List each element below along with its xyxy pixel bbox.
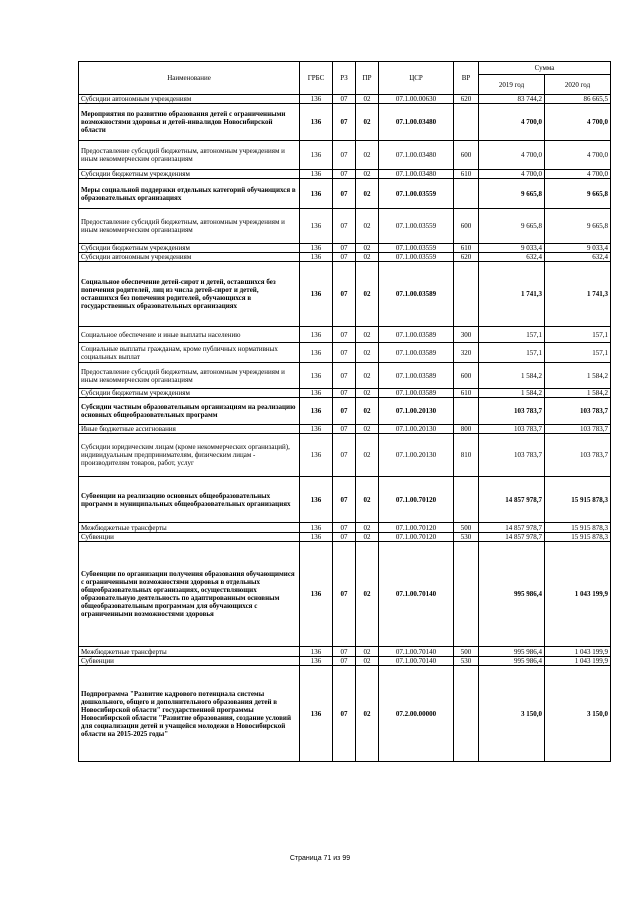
row-rz: 07 [333, 179, 356, 209]
row-name: Субсидии автономным учреждениям [79, 95, 300, 104]
row-name: Субвенции на реализацию основных общеобразовательных программ в муниципальных общеобразовательных организациях [79, 477, 300, 523]
row-rz: 07 [333, 363, 356, 389]
table-row [79, 425, 611, 434]
row-csr: 07.1.00.70120 [379, 523, 454, 533]
row-pr: 02 [356, 262, 379, 327]
row-sum-2020: 4 700,0 [545, 141, 611, 170]
row-pr: 02 [356, 477, 379, 523]
row-rz: 07 [333, 141, 356, 170]
row-sum-2019: 632,4 [479, 253, 545, 262]
row-rz: 07 [333, 434, 356, 477]
row-pr: 02 [356, 209, 379, 244]
row-pr: 02 [356, 434, 379, 477]
row-pr: 02 [356, 141, 379, 170]
row-grbs: 136 [300, 141, 333, 170]
row-sum-2019: 1 584,2 [479, 363, 545, 389]
row-sum-2019: 995 986,4 [479, 657, 545, 666]
row-sum-2019: 3 150,0 [479, 666, 545, 762]
row-sum-2019: 4 700,0 [479, 141, 545, 170]
row-pr: 02 [356, 327, 379, 343]
row-vr: 600 [454, 363, 479, 389]
row-sum-2019: 9 665,8 [479, 209, 545, 244]
row-csr: 07.1.00.03559 [379, 253, 454, 262]
table-row [79, 343, 611, 363]
row-name: Межбюджетные трансферты [79, 647, 300, 657]
row-rz: 07 [333, 647, 356, 657]
row-pr: 02 [356, 647, 379, 657]
row-sum-2019: 103 783,7 [479, 434, 545, 477]
row-rz: 07 [333, 170, 356, 179]
page-number: Страница 71 из 99 [289, 855, 351, 862]
budget-table [78, 61, 611, 762]
row-sum-2019: 1 584,2 [479, 389, 545, 398]
table-row [79, 666, 611, 762]
row-vr: 500 [454, 523, 479, 533]
row-rz: 07 [333, 425, 356, 434]
table-row [79, 533, 611, 542]
table-row [79, 209, 611, 244]
row-pr: 02 [356, 398, 379, 425]
row-rz: 07 [333, 327, 356, 343]
row-rz: 07 [333, 262, 356, 327]
row-vr [454, 104, 479, 141]
table-header [79, 62, 611, 95]
row-name: Социальное обеспечение и иные выплаты населению [79, 327, 300, 343]
row-sum-2020: 9 033,4 [545, 244, 611, 253]
row-csr: 07.1.00.03480 [379, 104, 454, 141]
table-row [79, 389, 611, 398]
row-pr: 02 [356, 666, 379, 762]
row-csr: 07.1.00.03589 [379, 363, 454, 389]
row-csr: 07.1.00.03559 [379, 244, 454, 253]
row-sum-2019: 9 033,4 [479, 244, 545, 253]
row-rz: 07 [333, 389, 356, 398]
row-sum-2020: 1 043 199,9 [545, 542, 611, 647]
row-rz: 07 [333, 244, 356, 253]
row-pr: 02 [356, 657, 379, 666]
row-name: Иные бюджетные ассигнования [79, 425, 300, 434]
row-name: Социальные выплаты гражданам, кроме публичных нормативных социальных выплат [79, 343, 300, 363]
row-sum-2020: 15 915 878,3 [545, 533, 611, 542]
row-sum-2019: 14 857 978,7 [479, 477, 545, 523]
row-name: Субсидии юридическим лицам (кроме некоммерческих организаций), индивидуальным предпринимателям, физическим лицам - производителям товаров, работ, услуг [79, 434, 300, 477]
row-vr: 610 [454, 389, 479, 398]
row-name: Субвенции по организации получения образования обучающимися с ограниченными возможностями здоровья в отдельных общеобразовательных организациях, осуществляющих образовательную деятельность по адаптированным основным общеобразовательным программам для обучающихся с ограниченными возможностями здоровья [79, 542, 300, 647]
row-name: Предоставление субсидий бюджетным, автономным учреждениям и иным некоммерческим организациям [79, 363, 300, 389]
header-pr: ПР [356, 62, 379, 95]
table-row [79, 434, 611, 477]
row-rz: 07 [333, 533, 356, 542]
row-sum-2020: 157,1 [545, 327, 611, 343]
row-csr: 07.1.00.70140 [379, 542, 454, 647]
row-rz: 07 [333, 343, 356, 363]
row-pr: 02 [356, 425, 379, 434]
row-pr: 02 [356, 170, 379, 179]
row-sum-2020: 157,1 [545, 343, 611, 363]
row-pr: 02 [356, 343, 379, 363]
row-grbs: 136 [300, 523, 333, 533]
table-row [79, 253, 611, 262]
row-pr: 02 [356, 533, 379, 542]
row-vr: 610 [454, 170, 479, 179]
row-sum-2020: 1 741,3 [545, 262, 611, 327]
row-grbs: 136 [300, 363, 333, 389]
row-sum-2020: 1 043 199,9 [545, 657, 611, 666]
row-sum-2019: 157,1 [479, 327, 545, 343]
row-csr: 07.1.00.03589 [379, 262, 454, 327]
table-row [79, 141, 611, 170]
row-vr: 600 [454, 141, 479, 170]
row-vr [454, 542, 479, 647]
row-csr: 07.1.00.70140 [379, 657, 454, 666]
row-csr: 07.1.00.03559 [379, 209, 454, 244]
row-grbs: 136 [300, 209, 333, 244]
row-vr: 620 [454, 253, 479, 262]
row-sum-2019: 157,1 [479, 343, 545, 363]
row-sum-2019: 1 741,3 [479, 262, 545, 327]
row-pr: 02 [356, 253, 379, 262]
row-vr: 530 [454, 533, 479, 542]
row-grbs: 136 [300, 104, 333, 141]
row-csr: 07.1.00.03559 [379, 179, 454, 209]
row-grbs: 136 [300, 425, 333, 434]
row-rz: 07 [333, 657, 356, 666]
row-name: Субсидии автономным учреждениям [79, 253, 300, 262]
header-grbs: ГРБС [300, 62, 333, 95]
row-pr: 02 [356, 95, 379, 104]
table-row [79, 542, 611, 647]
row-grbs: 136 [300, 343, 333, 363]
header-2020: 2020 год [545, 75, 611, 95]
row-sum-2020: 86 665,5 [545, 95, 611, 104]
row-csr: 07.1.00.20130 [379, 425, 454, 434]
row-pr: 02 [356, 542, 379, 647]
row-vr: 800 [454, 425, 479, 434]
row-sum-2020: 15 915 878,3 [545, 477, 611, 523]
row-grbs: 136 [300, 389, 333, 398]
row-name: Субсидии частным образовательным организациям на реализацию основных общеобразовательных программ [79, 398, 300, 425]
row-grbs: 136 [300, 95, 333, 104]
row-name: Подпрограмма "Развитие кадрового потенциала системы дошкольного, общего и дополнительного образования детей в Новосибирской области" государственной программы Новосибирской области "Развитие образования, создание условий для социализации детей и учащейся молодежи в Новосибирской области на 2015-2025 годы" [79, 666, 300, 762]
row-vr: 600 [454, 209, 479, 244]
row-sum-2019: 4 700,0 [479, 104, 545, 141]
header-name: Наименование [79, 62, 300, 95]
row-sum-2020: 4 700,0 [545, 104, 611, 141]
row-grbs: 136 [300, 398, 333, 425]
row-pr: 02 [356, 244, 379, 253]
row-vr [454, 477, 479, 523]
row-rz: 07 [333, 95, 356, 104]
row-csr: 07.2.00.00000 [379, 666, 454, 762]
row-sum-2020: 1 584,2 [545, 389, 611, 398]
row-grbs: 136 [300, 253, 333, 262]
row-name: Мероприятия по развитию образования детей с ограниченными возможностями здоровья и детей-инвалидов Новосибирской области [79, 104, 300, 141]
row-csr: 07.1.00.70140 [379, 647, 454, 657]
row-csr: 07.1.00.20130 [379, 398, 454, 425]
header-sum: Сумма [479, 62, 611, 75]
row-sum-2020: 1 584,2 [545, 363, 611, 389]
table-row [79, 398, 611, 425]
row-name: Субвенции [79, 657, 300, 666]
table-row [79, 244, 611, 253]
row-sum-2020: 15 915 878,3 [545, 523, 611, 533]
row-rz: 07 [333, 398, 356, 425]
row-sum-2019: 9 665,8 [479, 179, 545, 209]
row-sum-2019: 14 857 978,7 [479, 523, 545, 533]
row-name: Предоставление субсидий бюджетным, автономным учреждениям и иным некоммерческим организациям [79, 141, 300, 170]
table-row [79, 477, 611, 523]
row-name: Субсидии бюджетным учреждениям [79, 389, 300, 398]
row-pr: 02 [356, 389, 379, 398]
row-csr: 07.1.00.03589 [379, 343, 454, 363]
row-vr [454, 666, 479, 762]
row-vr: 530 [454, 657, 479, 666]
row-csr: 07.1.00.00630 [379, 95, 454, 104]
row-pr: 02 [356, 523, 379, 533]
row-name: Субсидии бюджетным учреждениям [79, 170, 300, 179]
row-pr: 02 [356, 104, 379, 141]
row-sum-2019: 83 744,2 [479, 95, 545, 104]
row-sum-2019: 995 986,4 [479, 542, 545, 647]
row-grbs: 136 [300, 244, 333, 253]
row-sum-2019: 995 986,4 [479, 647, 545, 657]
row-sum-2019: 4 700,0 [479, 170, 545, 179]
row-vr [454, 262, 479, 327]
row-csr: 07.1.00.20130 [379, 434, 454, 477]
row-rz: 07 [333, 253, 356, 262]
row-grbs: 136 [300, 647, 333, 657]
row-csr: 07.1.00.03480 [379, 141, 454, 170]
table-row [79, 523, 611, 533]
row-grbs: 136 [300, 666, 333, 762]
row-csr: 07.1.00.03480 [379, 170, 454, 179]
row-grbs: 136 [300, 327, 333, 343]
row-pr: 02 [356, 179, 379, 209]
row-vr: 300 [454, 327, 479, 343]
row-sum-2020: 3 150,0 [545, 666, 611, 762]
row-csr: 07.1.00.70120 [379, 477, 454, 523]
row-grbs: 136 [300, 657, 333, 666]
row-grbs: 136 [300, 477, 333, 523]
header-csr: ЦСР [379, 62, 454, 95]
row-sum-2019: 103 783,7 [479, 425, 545, 434]
header-2019: 2019 год [479, 75, 545, 95]
row-rz: 07 [333, 542, 356, 647]
row-name: Меры социальной поддержки отдельных категорий обучающихся в образовательных организациях [79, 179, 300, 209]
row-csr: 07.1.00.03589 [379, 389, 454, 398]
row-name: Социальное обеспечение детей-сирот и детей, оставшихся без попечения родителей, лиц из числа детей-сирот и детей, оставшихся без попечения родителей, обучающихся в государственных образовательных организациях [79, 262, 300, 327]
row-name: Субвенции [79, 533, 300, 542]
row-vr [454, 179, 479, 209]
row-sum-2020: 9 665,8 [545, 209, 611, 244]
row-rz: 07 [333, 477, 356, 523]
header-vr: ВР [454, 62, 479, 95]
table-row [79, 262, 611, 327]
table-row [79, 104, 611, 141]
table-row [79, 363, 611, 389]
row-sum-2019: 103 783,7 [479, 398, 545, 425]
row-sum-2020: 103 783,7 [545, 398, 611, 425]
table-body [79, 95, 611, 762]
row-vr: 320 [454, 343, 479, 363]
table-row [79, 327, 611, 343]
row-sum-2020: 632,4 [545, 253, 611, 262]
row-vr: 620 [454, 95, 479, 104]
row-sum-2020: 103 783,7 [545, 434, 611, 477]
table-row [79, 657, 611, 666]
row-rz: 07 [333, 523, 356, 533]
row-sum-2020: 4 700,0 [545, 170, 611, 179]
row-grbs: 136 [300, 170, 333, 179]
row-vr [454, 398, 479, 425]
row-pr: 02 [356, 363, 379, 389]
row-grbs: 136 [300, 434, 333, 477]
row-name: Межбюджетные трансферты [79, 523, 300, 533]
row-grbs: 136 [300, 533, 333, 542]
row-sum-2020: 9 665,8 [545, 179, 611, 209]
row-name: Субсидии бюджетным учреждениям [79, 244, 300, 253]
row-sum-2020: 103 783,7 [545, 425, 611, 434]
row-sum-2019: 14 857 978,7 [479, 533, 545, 542]
row-csr: 07.1.00.70120 [379, 533, 454, 542]
row-rz: 07 [333, 104, 356, 141]
table-row [79, 170, 611, 179]
table-row [79, 179, 611, 209]
row-grbs: 136 [300, 262, 333, 327]
row-vr: 610 [454, 244, 479, 253]
header-rz: РЗ [333, 62, 356, 95]
row-rz: 07 [333, 666, 356, 762]
row-csr: 07.1.00.03589 [379, 327, 454, 343]
budget-table-page [78, 61, 610, 762]
table-row [79, 95, 611, 104]
row-rz: 07 [333, 209, 356, 244]
row-vr: 500 [454, 647, 479, 657]
row-vr: 810 [454, 434, 479, 477]
row-grbs: 136 [300, 542, 333, 647]
row-name: Предоставление субсидий бюджетным, автономным учреждениям и иным некоммерческим организациям [79, 209, 300, 244]
row-sum-2020: 1 043 199,9 [545, 647, 611, 657]
row-grbs: 136 [300, 179, 333, 209]
table-row [79, 647, 611, 657]
